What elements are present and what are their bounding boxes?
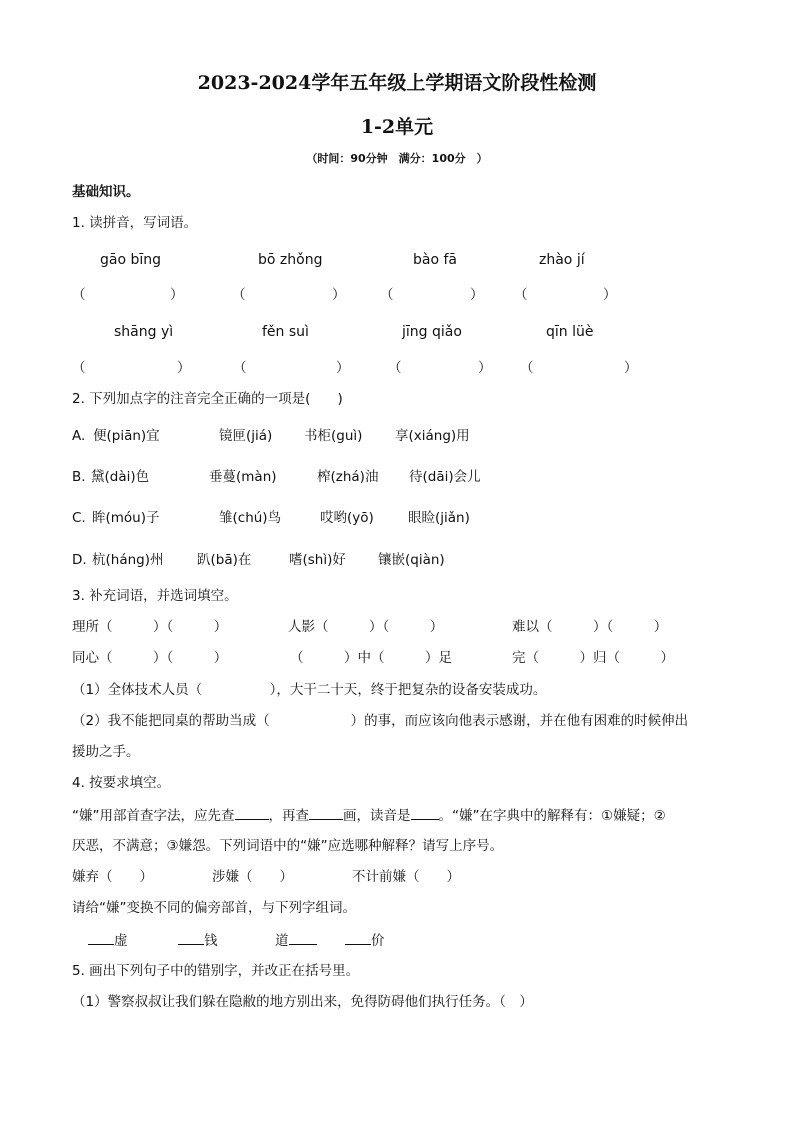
- q1-answer-4-open[interactable]: （: [514, 287, 528, 303]
- q4-paragraph-1: “嫌”用部首查字法，应先查 ，再查 画，读音是 。“嫌”在字典中的解释有：①嫌疑；②: [72, 805, 666, 826]
- q1-pinyin-2: bō zhǒng: [258, 252, 323, 268]
- q2-option-d-word-1: 杭(háng)州: [92, 552, 164, 568]
- q4-radical-blank[interactable]: [235, 805, 269, 820]
- q1-answer-2-close: ）: [332, 287, 346, 303]
- q4-word-3[interactable]: 不计前嫌（ ）: [352, 869, 460, 885]
- q2-option-a-word-3: 书柜(guì): [304, 428, 363, 444]
- q2-option-c-word-1: 眸(móu)子: [92, 510, 160, 526]
- q1-pinyin-1: gāo bīng: [100, 252, 162, 268]
- q5-sentence-1[interactable]: （1）警察叔叔让我们躲在隐敝的地方别出来，免得防碍他们执行任务。（ ）: [72, 994, 533, 1010]
- q4-strokes-blank[interactable]: [309, 805, 343, 820]
- q1-pinyin-7: jīng qiǎo: [402, 324, 462, 340]
- q4-stem: 4. 按要求填空。: [72, 775, 171, 791]
- q1-answer-3-close: ）: [470, 287, 484, 303]
- q1-pinyin-6: fěn suì: [262, 324, 309, 340]
- q3-idiom-4[interactable]: 同心（ ）（ ）: [72, 650, 228, 666]
- q4-fill-1[interactable]: 虚: [88, 930, 128, 951]
- q3-sentence-2-cont: 援助之手。: [72, 744, 140, 760]
- q2-option-a-word-2: 镜匣(jiá): [219, 428, 273, 444]
- q4-fill-3[interactable]: 道: [275, 930, 317, 951]
- q1-answer-5-close: ）: [177, 360, 191, 376]
- q4-fill-2[interactable]: 钱: [178, 930, 218, 951]
- q1-stem: 1. 读拼音，写词语。: [72, 215, 198, 231]
- q1-answer-1-close: ）: [170, 287, 184, 303]
- q2-option-d-word-3: 嗜(shì)好: [289, 552, 346, 568]
- q1-answer-7-close: ）: [478, 360, 492, 376]
- q3-sentence-1[interactable]: （1）全体技术人员（ ），大干二十天，终于把复杂的设备安装成功。: [72, 682, 547, 698]
- q1-pinyin-4: zhào jí: [539, 252, 585, 268]
- q1-pinyin-5: shāng yì: [114, 324, 174, 340]
- q1-answer-5-open[interactable]: （: [72, 360, 86, 376]
- q2-option-c-word-2: 雏(chú)鸟: [219, 510, 282, 526]
- q1-answer-8-open[interactable]: （: [520, 360, 534, 376]
- q1-pinyin-8: qīn lüè: [546, 324, 594, 340]
- q2-option-d-label[interactable]: D.: [72, 552, 87, 568]
- q2-option-c-word-4: 眼睑(jiǎn): [408, 510, 470, 526]
- q2-option-a-word-1: 便(piān)宜: [93, 428, 160, 444]
- q1-answer-2-open[interactable]: （: [232, 287, 246, 303]
- q2-option-b-word-1: 黛(dài)色: [91, 469, 150, 485]
- q3-stem: 3. 补充词语，并选词填空。: [72, 588, 238, 604]
- q2-option-b-label[interactable]: B.: [72, 469, 86, 485]
- q1-answer-3-open[interactable]: （: [380, 287, 394, 303]
- q2-option-c-word-3: 哎哟(yō): [320, 510, 374, 526]
- q4-word-2[interactable]: 涉嫌（ ）: [212, 869, 293, 885]
- q4-paragraph-3: 请给“嫌”变换不同的偏旁部首，与下列字组词。: [72, 900, 356, 916]
- q1-answer-7-open[interactable]: （: [388, 360, 402, 376]
- q1-answer-1-open[interactable]: （: [72, 287, 86, 303]
- q2-option-c-label[interactable]: C.: [72, 510, 86, 526]
- q4-fill-4[interactable]: 价: [345, 930, 385, 951]
- q2-option-a-word-4: 享(xiáng)用: [395, 428, 470, 444]
- q3-idiom-6[interactable]: 完（ ）归（ ）: [512, 650, 674, 666]
- q2-option-b-word-3: 榨(zhá)油: [317, 469, 379, 485]
- q1-answer-8-close: ）: [624, 360, 638, 376]
- q5-stem: 5. 画出下列句子中的错别字，并改正在括号里。: [72, 963, 360, 979]
- q1-answer-6-close: ）: [336, 360, 350, 376]
- q3-idiom-1[interactable]: 理所（ ）（ ）: [72, 619, 228, 635]
- q2-option-d-word-2: 趴(bā)在: [197, 552, 252, 568]
- exam-meta: （时间：90分钟 满分：100分 ）: [306, 152, 488, 165]
- q3-idiom-3[interactable]: 难以（ ）（ ）: [512, 619, 668, 635]
- q3-idiom-5[interactable]: （ ）中（ ）足: [290, 650, 452, 666]
- q4-word-1[interactable]: 嫌弃（ ）: [72, 869, 153, 885]
- q3-idiom-2[interactable]: 人影（ ）（ ）: [288, 619, 444, 635]
- q2-option-b-word-2: 垂蔓(màn): [209, 469, 277, 485]
- section-heading: 基础知识。: [72, 184, 140, 200]
- page-title: 2023-2024学年五年级上学期语文阶段性检测: [197, 72, 597, 94]
- q2-option-b-word-4: 待(dāi)会儿: [409, 469, 481, 485]
- q2-option-a-label[interactable]: A.: [72, 428, 86, 444]
- q2-stem: 2. 下列加点字的注音完全正确的一项是( ): [72, 391, 343, 407]
- q1-answer-6-open[interactable]: （: [233, 360, 247, 376]
- q4-pinyin-blank[interactable]: [411, 805, 439, 820]
- page-subtitle: 1-2单元: [360, 116, 434, 138]
- q2-option-d-word-4: 镶嵌(qiàn): [378, 552, 445, 568]
- q4-paragraph-2: 厌恶，不满意；③嫌怨。下列词语中的“嫌”应选哪种解释？请写上序号。: [72, 838, 504, 854]
- q1-answer-4-close: ）: [603, 287, 617, 303]
- q1-pinyin-3: bào fā: [413, 252, 457, 268]
- q3-sentence-2[interactable]: （2）我不能把同桌的帮助当成（ ）的事，而应该向他表示感谢，并在他有困难的时候伸出: [72, 713, 689, 729]
